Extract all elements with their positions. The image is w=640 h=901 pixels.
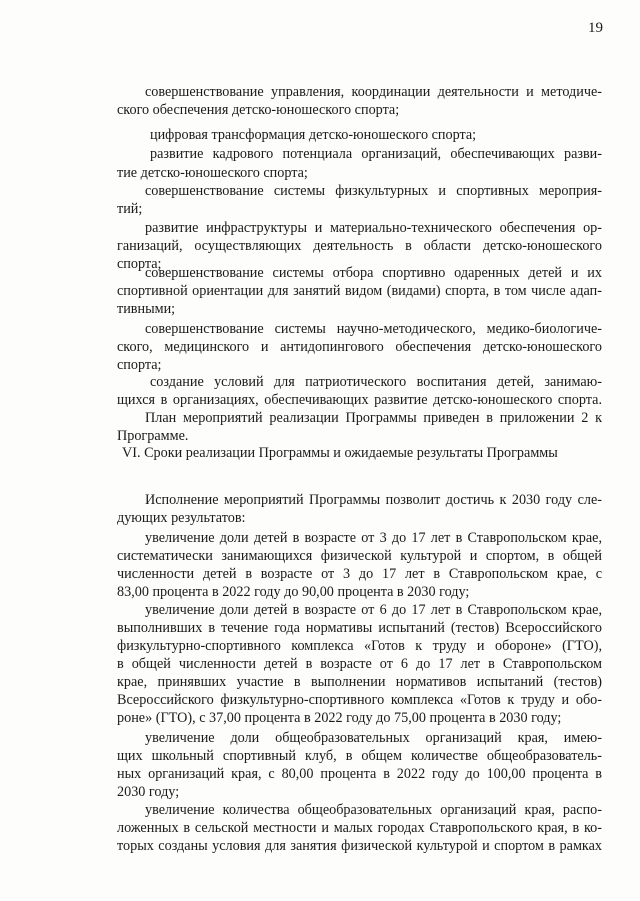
- text-line: в общей численности детей в возрасте от 6 до 17 лет в Ставропольском: [117, 656, 602, 672]
- text-line: Всероссийского физкультурно-спортивного комплекса «Готов к труду и обо-: [117, 692, 602, 708]
- text-line: ганизаций, осуществляющих деятельность в области детско-юношеского: [117, 238, 602, 254]
- text-line: щихся в организациях, обеспечивающих развитие детско-юношеского спорта.: [117, 392, 602, 408]
- text-line: физкультурно-спортивного комплекса «Готов к труду и обороне» (ГТО),: [117, 638, 602, 654]
- text-line: выполнивших в течение года нормативы испытаний (тестов) Всероссийского: [117, 620, 602, 636]
- text-line: совершенствование системы отбора спортивно одаренных детей и их: [145, 265, 602, 281]
- text-line: тий;: [117, 201, 143, 217]
- text-line: развитие инфраструктуры и материально-технического обеспечения ор-: [145, 220, 602, 236]
- text-line: увеличение доли общеобразовательных организаций края, имею-: [145, 730, 602, 746]
- text-line: цифровая трансформация детско-юношеского спорта;: [150, 127, 477, 143]
- text-line: торых созданы условия для занятия физической культурой и спортом в рамках: [117, 838, 602, 854]
- text-line: спорта;: [117, 357, 162, 373]
- text-line: ных организаций края, с 80,00 процента в 2022 году до 100,00 процента в: [117, 766, 602, 782]
- text-line: ского, медицинского и антидопингового обеспечения детско-юношеского: [117, 339, 602, 355]
- text-line: ложенных в сельской местности и малых городах Ставропольского края, в ко-: [117, 820, 602, 836]
- text-line: совершенствование системы научно-методического, медико-биологиче-: [145, 321, 602, 337]
- page-number: 19: [588, 20, 603, 36]
- text-line: спорта;: [117, 256, 162, 272]
- text-line: 2030 году;: [117, 784, 180, 800]
- text-line: Программе.: [117, 428, 189, 444]
- text-line: создание условий для патриотического воспитания детей, занимаю-: [150, 374, 602, 390]
- text-line: систематически занимающихся физической культурой и спортом, в общей: [117, 548, 602, 564]
- text-line: тие детско-юношеского спорта;: [117, 165, 308, 181]
- text-line: увеличение количества общеобразовательных организаций края, распо-: [145, 802, 602, 818]
- text-line: увеличение доли детей в возрасте от 6 до 17 лет в Ставропольском крае,: [145, 602, 602, 618]
- text-line: План мероприятий реализации Программы приведен в приложении 2 к: [145, 410, 602, 426]
- text-line: 83,00 процента в 2022 году до 90,00 процента в 2030 году;: [117, 584, 470, 600]
- text-line: щих школьный спортивный клуб, в общем количестве общеобразователь-: [117, 748, 602, 764]
- text-line: крае, принявших участие в выполнении нормативов испытаний (тестов): [117, 674, 602, 690]
- section-heading: VI. Сроки реализации Программы и ожидаемые результаты Программы: [122, 445, 558, 461]
- text-line: роне» (ГТО), с 37,00 процента в 2022 году до 75,00 процента в 2030 году;: [117, 710, 562, 726]
- text-line: развитие кадрового потенциала организаций, обеспечивающих разви-: [150, 146, 602, 162]
- text-line: совершенствование системы физкультурных и спортивных мероприя-: [145, 183, 602, 199]
- text-line: численности детей в возрасте от 3 до 17 лет в Ставропольском крае, с: [117, 566, 602, 582]
- text-line: совершенствование управления, координации деятельности и методиче-: [145, 84, 602, 100]
- text-line: тивными;: [117, 301, 176, 317]
- text-line: Исполнение мероприятий Программы позволит достичь к 2030 году сле-: [145, 492, 602, 508]
- text-line: спортивной ориентации для занятий видом (видами) спорта, в том числе адап-: [117, 283, 602, 299]
- text-line: дующих результатов:: [117, 510, 246, 526]
- text-line: ского обеспечения детско-юношеского спорта;: [117, 102, 400, 118]
- text-line: увеличение доли детей в возрасте от 3 до 17 лет в Ставропольском крае,: [145, 530, 602, 546]
